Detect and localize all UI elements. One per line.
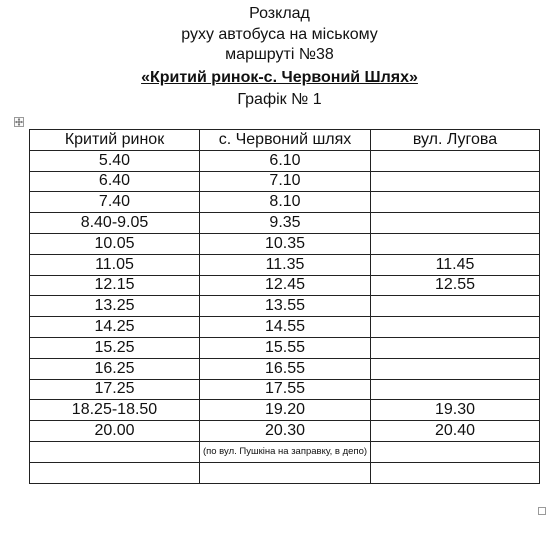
table-cell: 19.20 [200,400,371,421]
table-cell: 13.55 [200,296,371,317]
table-cell: 7.10 [200,171,371,192]
table-cell: 17.55 [200,379,371,400]
table-cell [371,441,540,462]
table-cell: 8.10 [200,192,371,213]
table-cell: 12.55 [371,275,540,296]
table-row [30,400,540,421]
table-cell [30,441,200,462]
table-cell [371,213,540,234]
table-cell: 14.55 [200,317,371,338]
table-row [30,379,540,400]
table-cell: 11.45 [371,254,540,275]
table-cell [371,150,540,171]
table-cell [371,379,540,400]
table-row [30,441,540,462]
title: Розклад [249,5,310,22]
table-row [30,150,540,171]
table-cell: 10.35 [200,233,371,254]
table-row [30,296,540,317]
table-cell: 13.25 [30,296,200,317]
table-cell [30,462,200,483]
depot-note: (по вул. Пушкіна на заправку, в депо) [200,441,371,462]
table-row [30,213,540,234]
table-cell: 12.15 [30,275,200,296]
table-row [30,317,540,338]
table-row [30,275,540,296]
table-row [30,171,540,192]
move-arrows-icon[interactable] [14,117,24,127]
table-cell: 20.40 [371,421,540,442]
table-cell: 16.25 [30,358,200,379]
table-cell: 12.45 [200,275,371,296]
table-header-row [30,130,540,151]
table-cell: 20.00 [30,421,200,442]
table-row [30,192,540,213]
subtitle-line: руху автобуса на міському [181,26,378,43]
table-cell: 15.55 [200,337,371,358]
table-row [30,337,540,358]
table-cell: 19.30 [371,400,540,421]
table-row [30,254,540,275]
table-cell: 16.55 [200,358,371,379]
table-cell: 6.40 [30,171,200,192]
table-cell [200,462,371,483]
column-header-luhova: вул. Лугова [371,130,540,151]
table-cell: 10.05 [30,233,200,254]
table-cell [371,192,540,213]
table-cell: 7.40 [30,192,200,213]
table-row [30,462,540,483]
table-cell [371,358,540,379]
table-cell: 6.10 [200,150,371,171]
table-cell: 11.35 [200,254,371,275]
table-cell: 20.30 [200,421,371,442]
table-cell: 18.25-18.50 [30,400,200,421]
table-cell [371,337,540,358]
table-row [30,358,540,379]
table-cell: 15.25 [30,337,200,358]
table-cell [371,296,540,317]
table-cell [371,171,540,192]
table-cell: 9.35 [200,213,371,234]
column-header-chervonyi-shliakh: с. Червоний шлях [200,130,371,151]
table-cell [371,233,540,254]
table-cell: 8.40-9.05 [30,213,200,234]
table-cell: 14.25 [30,317,200,338]
schedule-table [29,129,540,484]
table-cell: 5.40 [30,150,200,171]
table-row [30,421,540,442]
column-header-krytyi-rynok: Критий ринок [30,130,200,151]
table-cell [371,317,540,338]
resize-square-icon[interactable] [538,507,546,515]
table-cell: 11.05 [30,254,200,275]
route-name: «Критий ринок-с. Червоний Шлях» [141,69,418,86]
table-cell: 17.25 [30,379,200,400]
table-row [30,233,540,254]
schedule-number: Графік № 1 [237,91,322,108]
table-cell [371,462,540,483]
route-number: маршруті №38 [225,46,334,63]
